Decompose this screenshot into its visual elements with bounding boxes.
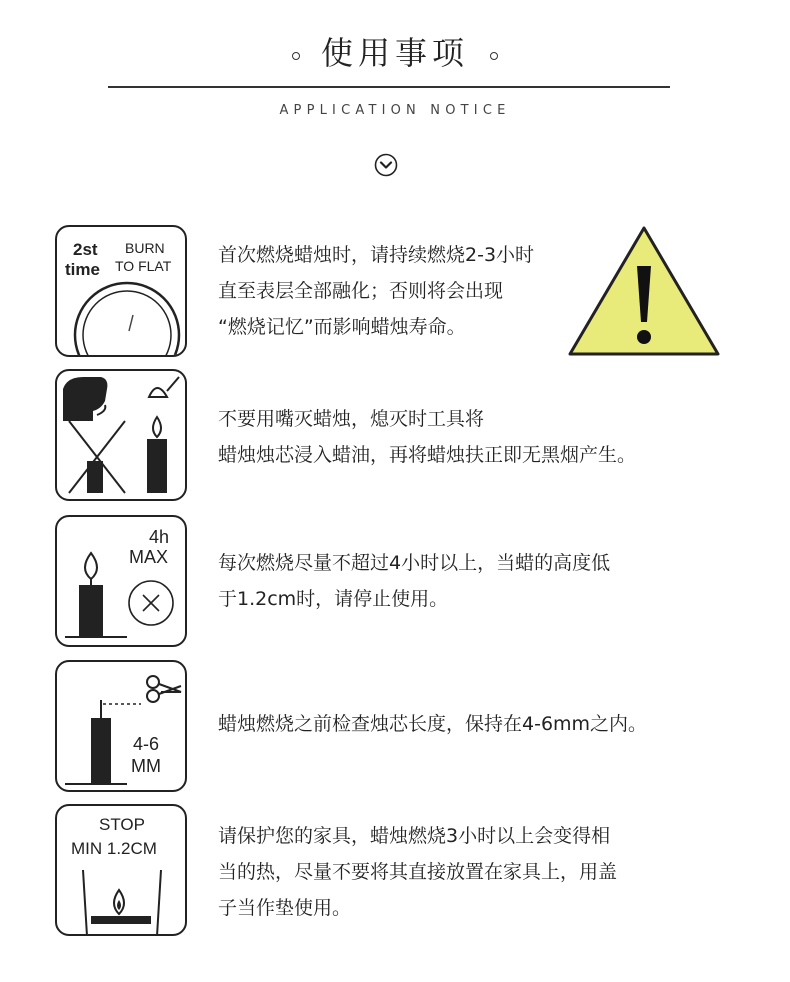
title-dot-left bbox=[292, 52, 300, 60]
stop-min-height-icon bbox=[55, 804, 187, 936]
icon-label-max: MAX bbox=[129, 547, 169, 567]
title-dot-right bbox=[490, 52, 498, 60]
notice-text-4: 蜡烛燃烧之前检查烛芯长度，保持在4-6mm之内。 bbox=[218, 713, 648, 735]
icon-label-4h: 4h bbox=[149, 527, 170, 547]
icon-label-min: MIN 1.2CM bbox=[71, 839, 157, 858]
icon-label-to-flat: TO FLAT bbox=[115, 258, 172, 274]
notice-text-3: 每次燃烧尽量不超过4小时以上，当蜡的高度低 于1.2cm时，请停止使用。 bbox=[218, 552, 611, 610]
icon-label-burn: BURN bbox=[125, 240, 165, 256]
max-4h-burn-icon bbox=[55, 515, 187, 647]
icon-label-mm: MM bbox=[131, 756, 161, 776]
title-row bbox=[0, 28, 790, 74]
notice-text-1: 首次燃烧蜡烛时，请持续燃烧2-3小时 直至表层全部融化；否则将会出现 “燃烧记忆”而影响蜡烛寿命。 bbox=[218, 244, 535, 338]
wick-length-icon bbox=[55, 660, 187, 792]
warning-triangle-icon bbox=[566, 222, 722, 360]
title-divider bbox=[108, 86, 670, 88]
notice-text-2: 不要用嘴灭蜡烛，熄灭时工具将 蜡烛烛芯浸入蜡油，再将蜡烛扶正即无黑烟产生。 bbox=[218, 408, 637, 466]
chevron-down-circle-icon bbox=[374, 153, 398, 177]
no-blowing-icon bbox=[55, 369, 187, 501]
notice-text-5: 请保护您的家具，蜡烛燃烧3小时以上会变得相 当的热，尽量不要将其直接放置在家具上，用盖 子当作垫使用。 bbox=[218, 825, 618, 919]
icon-label-2st: 2st bbox=[73, 240, 98, 259]
burn-to-flat-icon bbox=[55, 225, 187, 357]
icon-label-4-6: 4-6 bbox=[133, 734, 160, 754]
page-subtitle: APPLICATION NOTICE bbox=[279, 103, 511, 118]
icon-label-stop: STOP bbox=[99, 815, 145, 834]
page-title: 使用事项 bbox=[320, 34, 469, 72]
page-header bbox=[0, 0, 790, 200]
icon-label-time: time bbox=[65, 260, 100, 279]
